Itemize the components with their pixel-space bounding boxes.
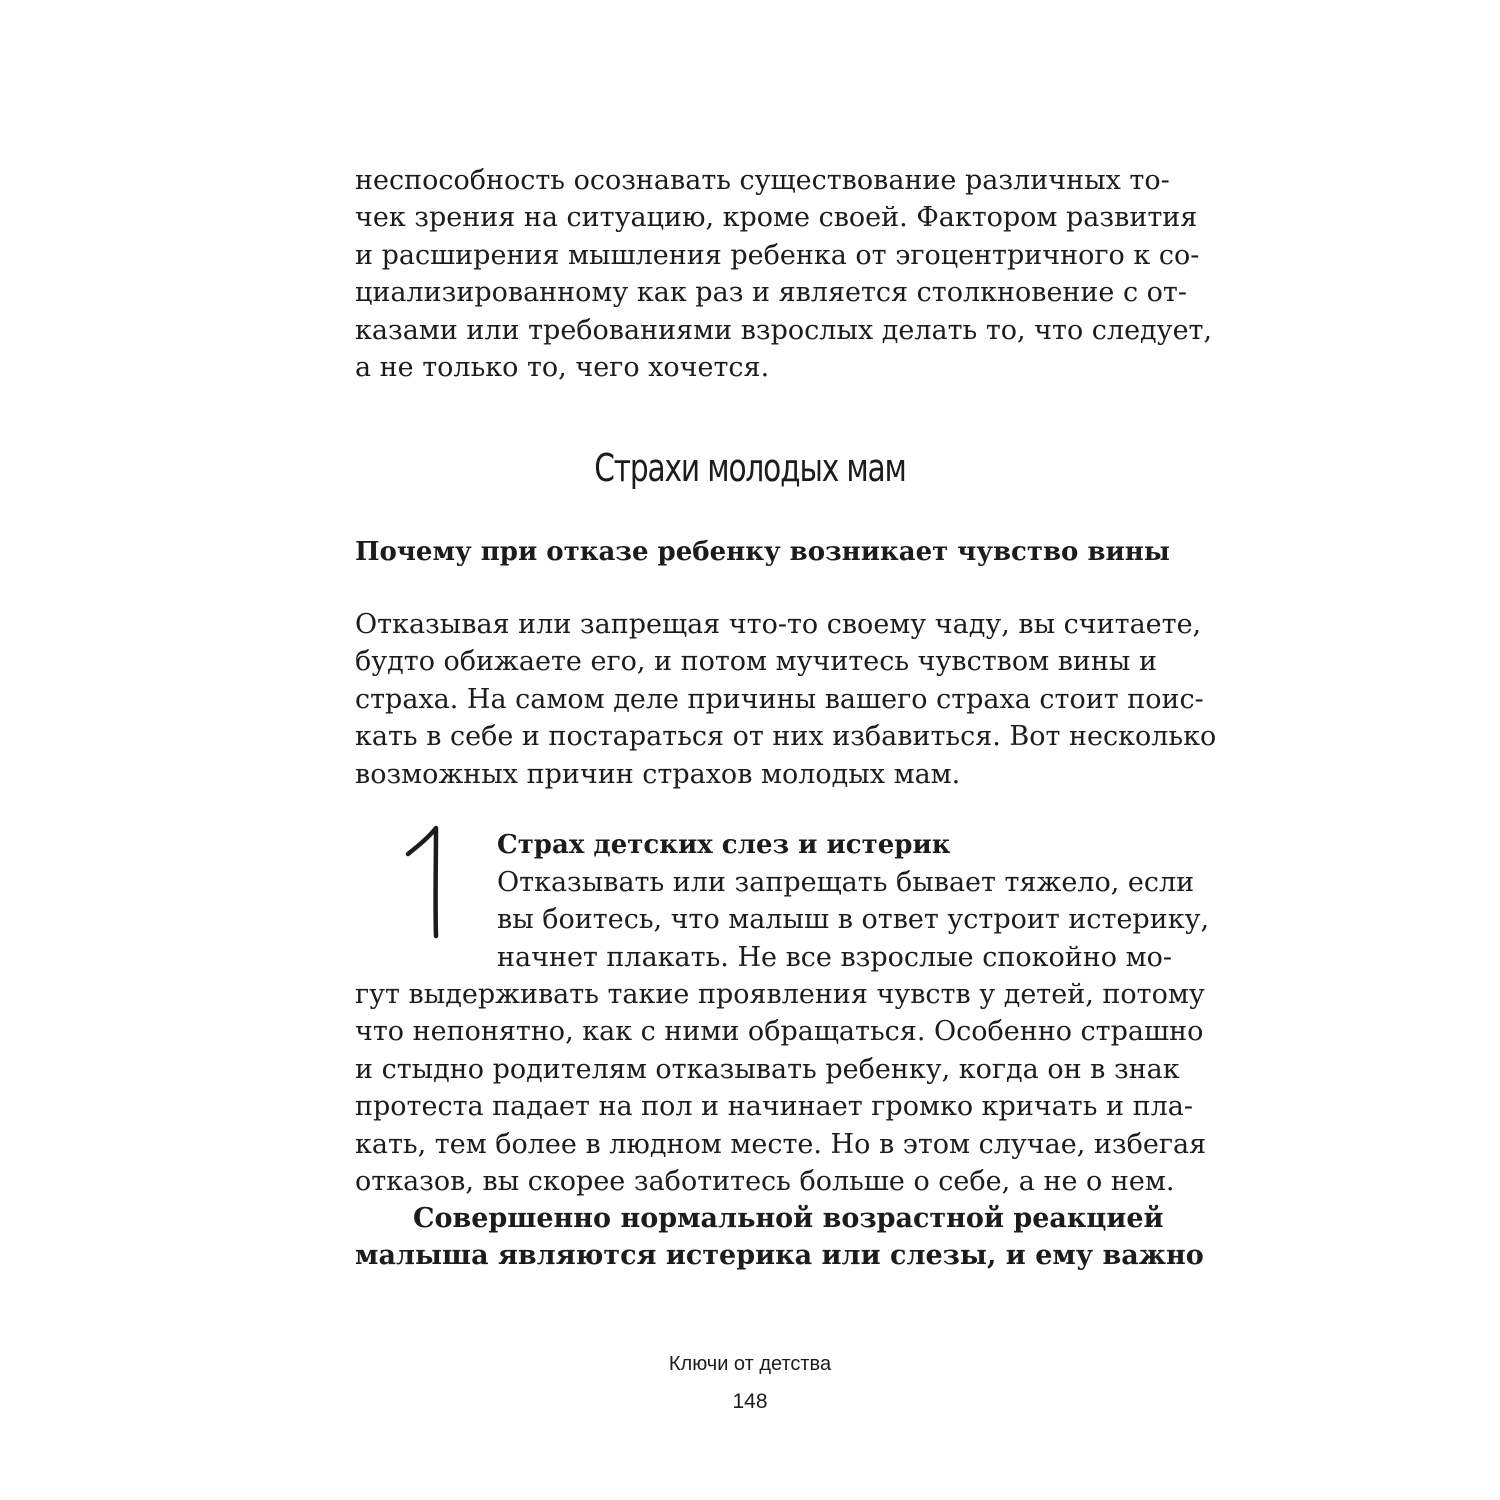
item-body-text bbox=[355, 976, 1207, 1200]
intro-paragraph bbox=[355, 606, 1217, 793]
text-line: чек зрения на ситуацию, кроме своей. Фактором развития bbox=[355, 202, 1198, 234]
text-line: кать, тем более в людном месте. Но в этом случае, избегая bbox=[355, 1128, 1207, 1160]
text-line: казами или требованиями взрослых делать то, что следует, bbox=[355, 314, 1213, 346]
text-line: неспособность осознавать существование различных то- bbox=[355, 165, 1170, 196]
text-line: а не только то, чего хочется. bbox=[355, 351, 770, 383]
text-line: начнет плакать. Не все взрослые спокойно мо- bbox=[497, 941, 1172, 973]
text-line: малыша являются истерика или слезы, и ему важно bbox=[355, 1240, 1204, 1272]
item-number bbox=[402, 824, 462, 944]
text-line: страха. На самом деле причины вашего страха стоит поис- bbox=[355, 683, 1204, 715]
item-title-text: Страх детских слез и истерик bbox=[497, 830, 951, 860]
text-line: циализированному как раз и является столкновение с от- bbox=[355, 277, 1187, 309]
text-line: гут выдерживать такие проявления чувств у детей, потому bbox=[355, 979, 1205, 1010]
item-bold-text bbox=[355, 1200, 1204, 1275]
subsection-title: Почему при отказе ребенку возникает чувство вины bbox=[355, 537, 1170, 567]
text-line: Отказывать или запрещать бывает тяжело, если bbox=[497, 867, 1195, 898]
text-line: Совершенно нормальной возрастной реакцией bbox=[413, 1203, 1164, 1234]
text-line: вы боитесь, что малыш в ответ устроит истерику, bbox=[497, 904, 1210, 936]
text-line: будто обижаете его, и потом мучитесь чувством вины и bbox=[355, 646, 1157, 678]
item-indented-text bbox=[497, 864, 1210, 976]
top-paragraph bbox=[355, 162, 1213, 386]
text-line: кать в себе и постараться от них избавиться. Вот несколько bbox=[355, 721, 1217, 753]
text-line: и стыдно родителям отказывать ребенку, когда он в знак bbox=[355, 1053, 1180, 1085]
page-number: 148 bbox=[732, 1390, 768, 1413]
text-line: отказов, вы скорее заботитесь больше о себе, а не о нем. bbox=[355, 1165, 1175, 1197]
text-line: протеста падает на пол и начинает громко кричать и пла- bbox=[355, 1091, 1193, 1123]
handwritten-one-icon bbox=[402, 824, 462, 944]
footer-book-title: Ключи от детства bbox=[668, 1353, 832, 1375]
item-title bbox=[497, 827, 1145, 864]
text-line: и расширения мышления ребенка от эгоцентричного к со- bbox=[355, 239, 1200, 271]
text-line: возможных причин страхов молодых мам. bbox=[355, 758, 961, 790]
text-line: Отказывая или запрещая что-то своему чаду, вы считаете, bbox=[355, 609, 1202, 640]
text-line: что непонятно, как с ними обращаться. Особенно страшно bbox=[355, 1016, 1204, 1048]
section-title: Страхи молодых мам bbox=[594, 446, 906, 490]
